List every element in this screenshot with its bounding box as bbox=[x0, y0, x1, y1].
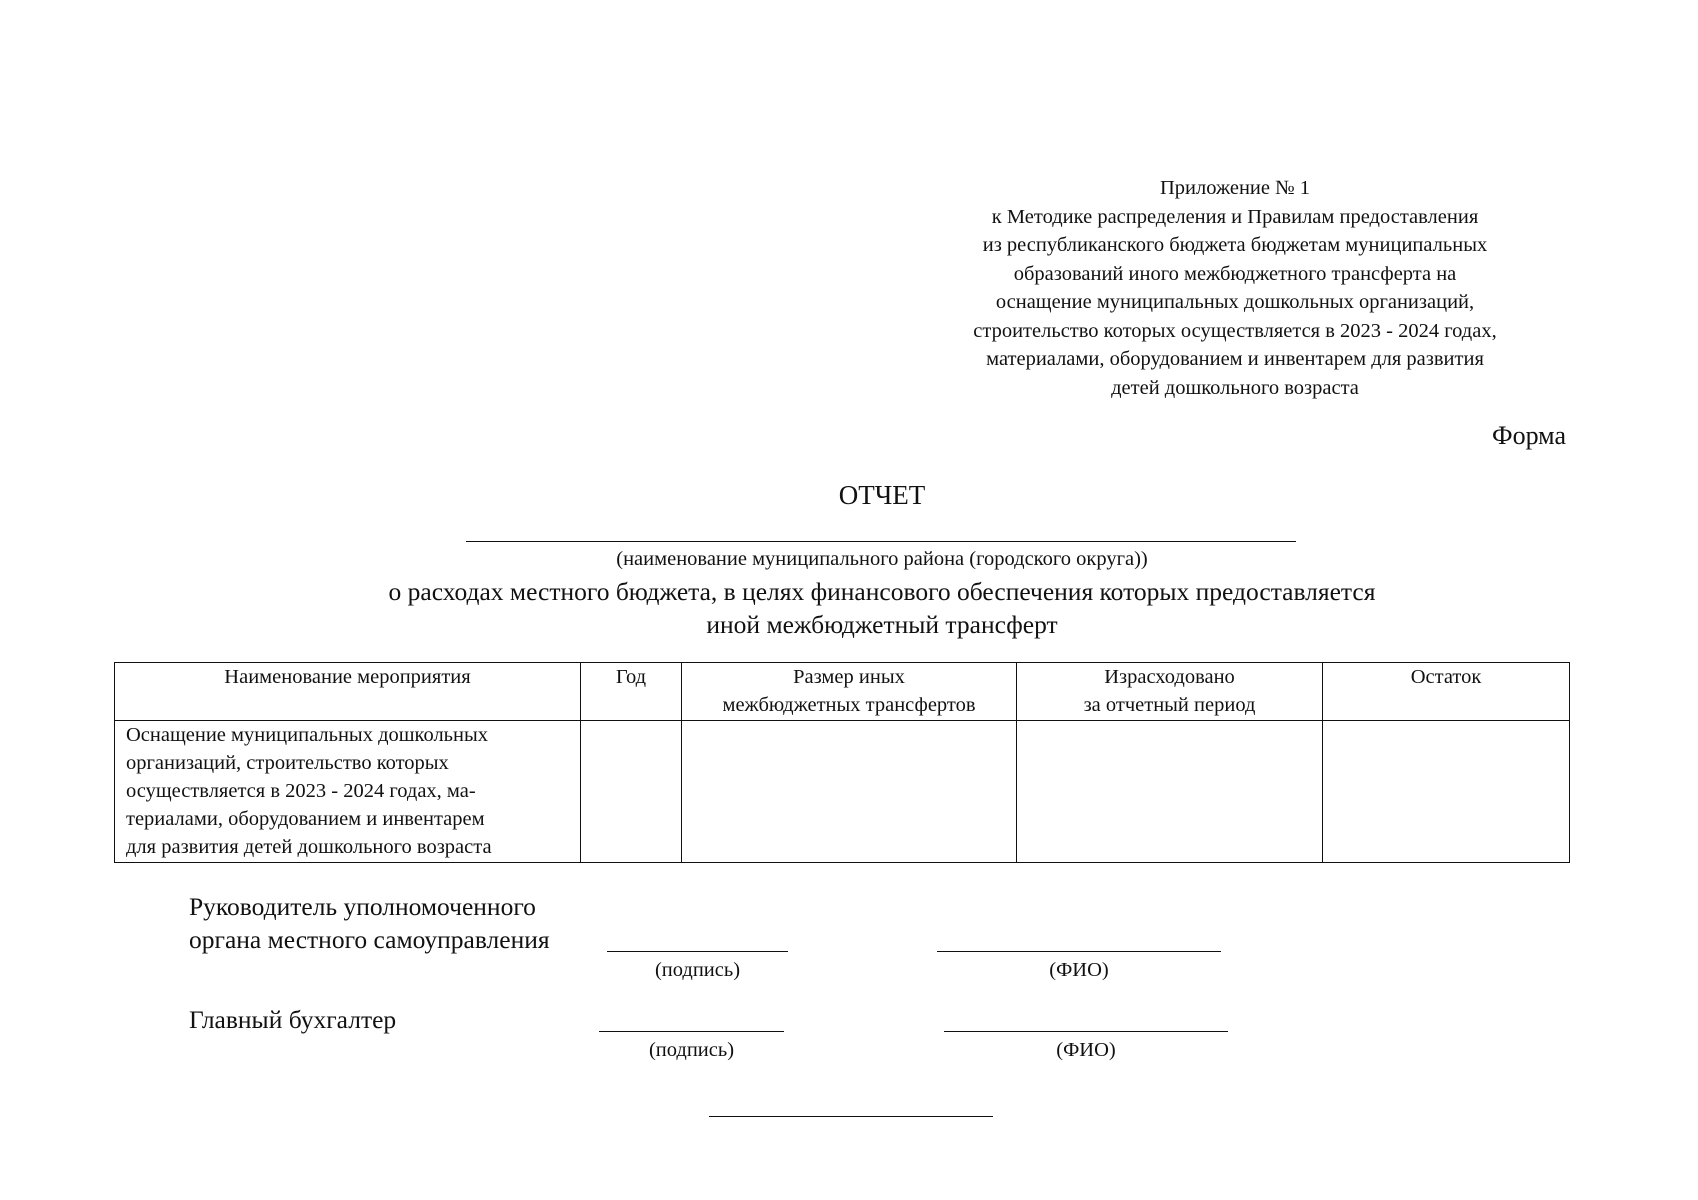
bottom-separator-line bbox=[709, 1116, 993, 1117]
column-header-transfer-amount: Размер иных межбюджетных трансфертов bbox=[682, 663, 1017, 721]
head-title-line1: Руководитель уполномоченного bbox=[189, 892, 536, 921]
column-header-spent: Израсходовано за отчетный период bbox=[1017, 663, 1323, 721]
report-subtitle-line: иной межбюджетный трансферт bbox=[706, 610, 1058, 639]
table-row bbox=[115, 721, 1570, 863]
head-signature-line[interactable] bbox=[607, 951, 788, 952]
head-fio-caption: (ФИО) bbox=[1049, 959, 1109, 981]
appendix-line: оснащение муниципальных дошкольных организаций, bbox=[995, 291, 1475, 313]
column-header-event: Наименование мероприятия bbox=[115, 663, 581, 721]
report-table bbox=[114, 662, 1570, 863]
accountant-title: Главный бухгалтер bbox=[189, 1005, 397, 1034]
appendix-line: к Методике распределения и Правилам предоставления bbox=[991, 205, 1479, 228]
table-header-row bbox=[115, 663, 1570, 721]
appendix-line: из республиканского бюджета бюджетам муниципальных bbox=[982, 234, 1488, 256]
municipality-name-line bbox=[466, 541, 1296, 542]
head-fio-line[interactable] bbox=[937, 951, 1221, 952]
report-subtitle-line: о расходах местного бюджета, в целях финансового обеспечения которых предоставляется bbox=[388, 577, 1376, 606]
form-label: Форма bbox=[1492, 421, 1566, 450]
column-header-remainder: Остаток bbox=[1323, 663, 1570, 721]
appendix-line: детей дошкольного возраста bbox=[1111, 376, 1359, 399]
report-title: ОТЧЕТ bbox=[838, 480, 926, 510]
accountant-signature-caption: (подпись) bbox=[648, 1039, 735, 1061]
table-cell-transfer-amount[interactable] bbox=[682, 721, 1017, 863]
appendix-header bbox=[880, 174, 1590, 402]
head-title-line2: органа местного самоуправления bbox=[189, 925, 550, 954]
head-signature-caption: (подпись) bbox=[654, 959, 741, 981]
table-cell-remainder[interactable] bbox=[1323, 721, 1570, 863]
accountant-fio-caption: (ФИО) bbox=[1056, 1039, 1116, 1061]
appendix-line: Приложение № 1 bbox=[1159, 177, 1311, 199]
table-cell-spent[interactable] bbox=[1017, 721, 1323, 863]
municipality-name-caption: (наименование муниципального района (городского округа)) bbox=[616, 548, 1148, 570]
accountant-signature-line[interactable] bbox=[599, 1031, 784, 1032]
accountant-fio-line[interactable] bbox=[944, 1031, 1228, 1032]
appendix-line: материалами, оборудованием и инвентарем для развития bbox=[986, 348, 1484, 370]
table-cell-event: Оснащение муниципальных дошкольных организаций, строительство которых осуществляется в 2023 - 2024 годах, ма- териалами, оборудованием и инвентарем для развития детей дошкольного возраста bbox=[115, 721, 581, 863]
appendix-line: строительство которых осуществляется в 2023 - 2024 годах, bbox=[973, 319, 1497, 342]
column-header-year: Год bbox=[581, 663, 682, 721]
report-subtitle bbox=[0, 575, 1698, 641]
table-cell-year[interactable] bbox=[581, 721, 682, 863]
appendix-line: образований иного межбюджетного трансферта на bbox=[1013, 262, 1457, 285]
